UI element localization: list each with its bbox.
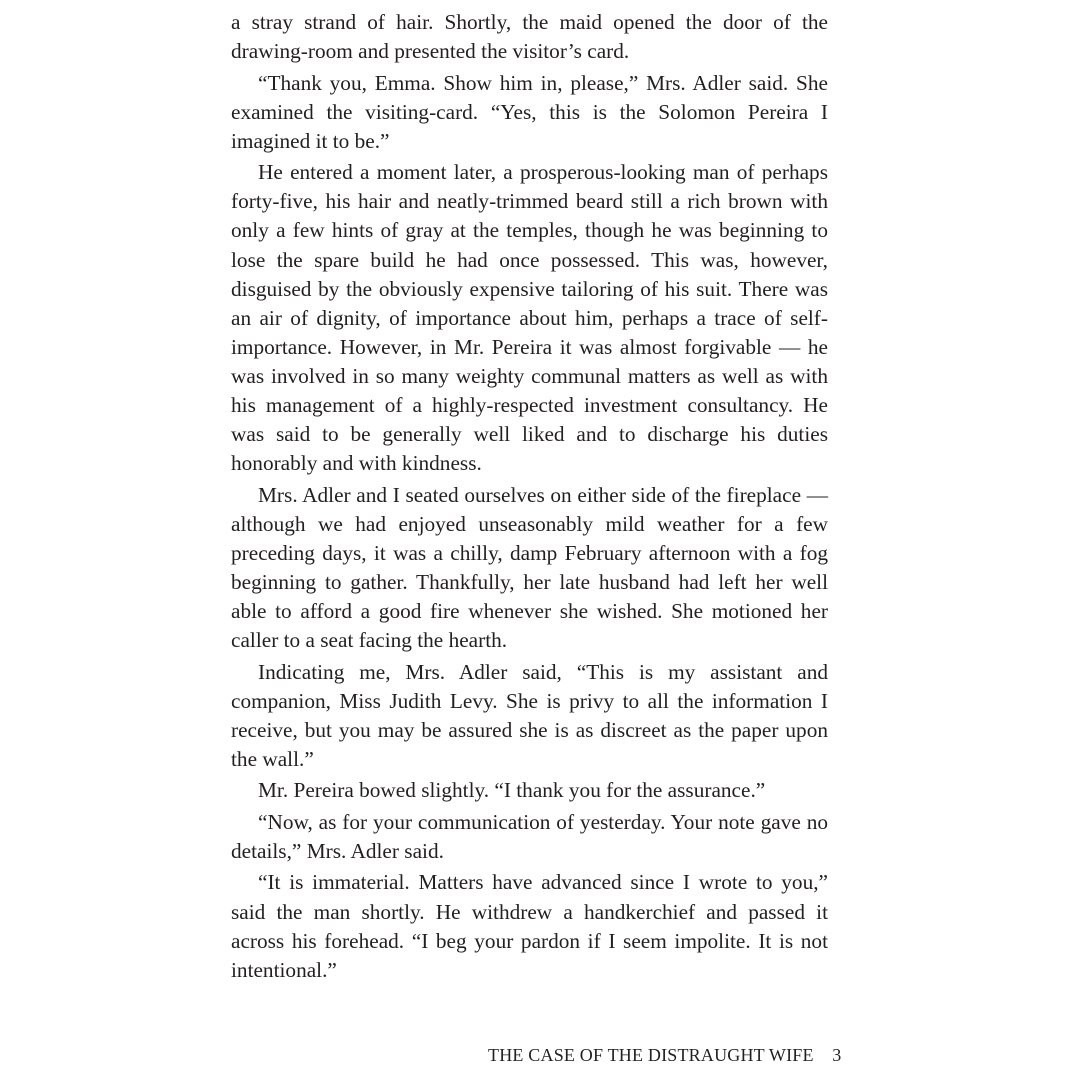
running-title: THE CASE OF THE DISTRAUGHT WIFE [488, 1045, 814, 1065]
paragraph-3: He entered a moment later, a prosperous-looking man of perhaps forty-five, his hair and neatly-trimmed beard still a rich brown with only a few hints of gray at the temples, though he was beginning to lose the spare build he had once possessed. This was, however, disguised by the obviously expensive tailoring of his suit. There was an air of dignity, of importance about him, perhaps a trace of self-importance. However, in Mr. Pereira it was almost forgivable — he was involved in so many weighty communal matters as well as with his management of a highly-respected investment consultancy. He was said to be generally well liked and to discharge his duties honorably and with kindness. [231, 160, 828, 476]
paragraph-2: “Thank you, Emma. Show him in, please,” Mrs. Adler said. She examined the visiting-card. “Yes, this is the Solomon Pereira I imagined it to be.” [231, 70, 828, 153]
paragraph-7: “Now, as for your communication of yesterday. Your note gave no details,” Mrs. Adler said. [231, 809, 828, 863]
paragraph-4: Mrs. Adler and I seated ourselves on either side of the fireplace — although we had enjoyed unseasonably mild weather for a few preceding days, it was a chilly, damp February afternoon with a fog beginning to gather. Thankfully, her late husband had left her well able to afford a good fire whenever she wished. She motioned her caller to a seat facing the hearth. [231, 482, 828, 653]
book-page-body [231, 8, 828, 987]
page-footer [488, 1043, 841, 1067]
paragraph-8: “It is immaterial. Matters have advanced since I wrote to you,” said the man shortly. He withdrew a handkerchief and passed it across his forehead. “I beg your pardon if I seem impolite. It is not intentional.” [231, 870, 828, 982]
paragraph-5: Indicating me, Mrs. Adler said, “This is my assistant and companion, Miss Judith Levy. She is privy to all the information I receive, but you may be assured she is as discreet as the paper upon the wall.” [231, 659, 828, 771]
page-number: 3 [832, 1045, 842, 1065]
paragraph-1: a stray strand of hair. Shortly, the maid opened the door of the drawing-room and presented the visitor’s card. [231, 10, 828, 64]
paragraph-6: Mr. Pereira bowed slightly. “I thank you for the assurance.” [258, 778, 766, 803]
